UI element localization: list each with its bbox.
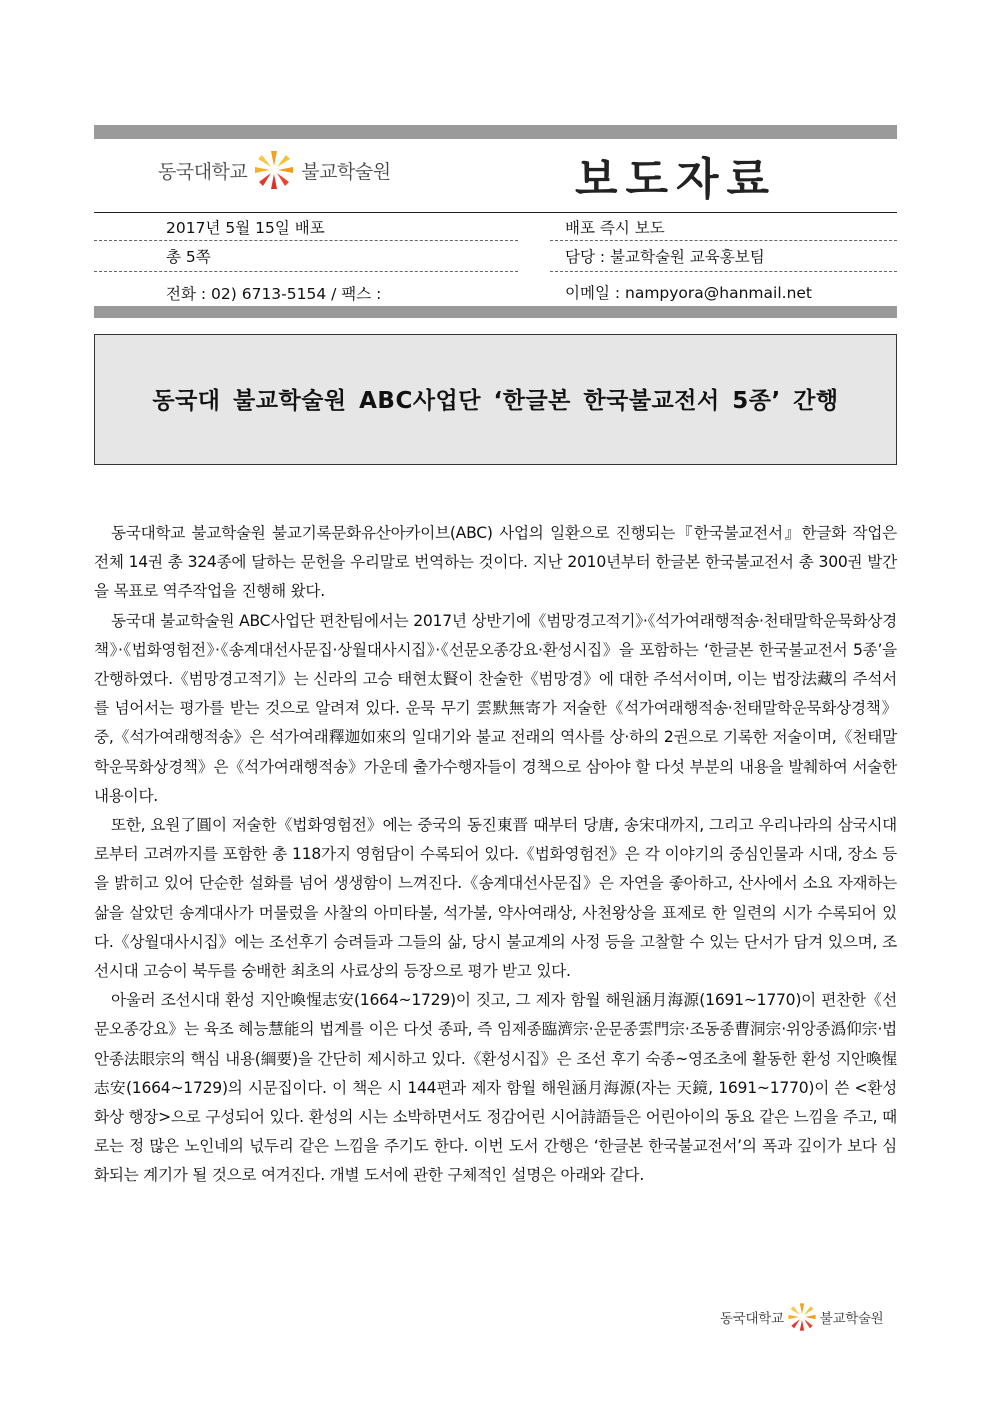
paragraph: 아울러 조선시대 환성 지안喚惺志安(1664~1729)이 짓고, 그 제자 함월 해원涵月海源(1691~1770)이 편찬한《선문오종강요》는 육조 혜능慧能의 법계를 이은 다섯 종파, 즉 임제종臨濟宗·운문종雲門宗·조동종曹洞宗·위앙종潙仰宗·법안종法眼宗의 핵심 내용(綱要)을 간단히 제시하고 있다.《환성시집》은 조선 후기 숙종~영조초에 활동한 환성 지안喚惺志安(1664~1729)의 시문집이다. 이 책은 시 144편과 제자 함월 해원涵月海源(자는 天鏡, 1691~1770)이 쓴 <환성 화상 행장>으로 구성되어 있다. 환성의 시는 소박하면서도 정감어린 시어詩語들은 어린아이의 동요 같은 느낌을 주고, 때로는 정 많은 노인네의 넋두리 같은 느낌을 주기도 한다. 이번 도서 간행은 ‘한글본 한국불교전서’의 폭과 깊이가 보다 심화되는 계기가 될 것으로 여겨진다. 개별 도서에 관한 구체적인 설명은 아래와 같다.: [94, 991, 897, 1185]
divider: [550, 240, 897, 241]
paragraph: 동국대학교 불교학술원 불교기록문화유산아카이브(ABC) 사업의 일환으로 진행되는『한국불교전서』한글화 작업은 전체 14권 총 324종에 달하는 문헌을 우리말로 번역하는 것이다. 지난 2010년부터 한글본 한국불교전서 총 300권 발간을 목표로 역주작업을 진행해 왔다.: [94, 524, 897, 601]
divider: [94, 240, 518, 241]
lotus-logo-icon: [253, 149, 295, 191]
header-logo: [158, 150, 391, 190]
lotus-logo-icon: [787, 1302, 817, 1332]
release-date: 2017년 5월 15일 배포: [166, 219, 325, 237]
footer-logo-university: 동국대학교: [720, 1311, 784, 1327]
article-body: [94, 519, 897, 1191]
headline: 동국대 불교학술원 ABC사업단 ‘한글본 한국불교전서 5종’ 간행: [152, 388, 839, 414]
logo-university-text: 동국대학교: [158, 160, 248, 183]
page-title: 보도자료: [575, 154, 778, 205]
email: 이메일 : nampyora@hanmail.net: [565, 284, 813, 302]
paragraph: 또한, 요원了圓이 저술한《법화영험전》에는 중국의 동진東晋 때부터 당唐, 송宋대까지, 그리고 우리나라의 삼국시대로부터 고려까지를 포함한 총 118가지 영험담이 수록되어 있다.《법화영험전》은 각 이야기의 중심인물과 시대, 장소 등을 밝히고 있어 단순한 설화를 넘어 생생함이 느껴진다.《송계대선사문집》은 자연을 좋아하고, 산사에서 소요 자재하는 삶을 살았던 송계대사가 머물렀을 사찰의 아미타불, 석가불, 약사여래상, 사천왕상을 표제로 한 일련의 시가 수록되어 있다.《상월대사시집》에는 조선후기 승려들과 그들의 삶, 당시 불교계의 사정 등을 고찰할 수 있는 단서가 담겨 있으며, 조선시대 고승이 북두를 숭배한 최초의 사료상의 등장으로 평가 받고 있다.: [94, 816, 897, 981]
divider: [550, 271, 897, 272]
logo-institute-text: 불교학술원: [301, 160, 391, 183]
contact-person: 담당 : 불교학술원 교육홍보팀: [565, 248, 765, 266]
footer-logo: [720, 1302, 883, 1332]
bottom-bar: [94, 306, 897, 318]
page-count: 총 5쪽: [166, 248, 211, 266]
paragraph: 동국대 불교학술원 ABC사업단 편찬팀에서는 2017년 상반기에《범망경고적기》·《석가여래행적송·천태말학운묵화상경책》·《법화영험전》·《송계대선사문집·상월대사시집》·《선문오종강요·환성시집》을 포함하는 ‘한글본 한국불교전서 5종’을 간행하였다.《범망경고적기》는 신라의 고승 태현太賢이 찬술한《범망경》에 대한 주석서이며, 이는 법장法藏의 주석서를 넘어서는 평가를 받는 것으로 알려져 있다. 운묵 무기 雲默無寄가 저술한《석가여래행적송·천태말학운묵화상경책》중,《석가여래행적송》은 석가여래釋迦如來의 일대기와 불교 전래의 역사를 상·하의 2권으로 기록한 저술이며,《천태말학운묵화상경책》은《석가여래행적송》가운데 출가수행자들이 경책으로 삼아야 할 다섯 부분의 내용을 발췌하여 서술한 내용이다.: [94, 611, 897, 805]
footer-logo-institute: 불교학술원: [819, 1311, 884, 1327]
top-bar: [94, 125, 897, 139]
release-type: 배포 즉시 보도: [565, 219, 665, 237]
divider: [94, 271, 518, 272]
headline-box: [94, 334, 897, 465]
phone-fax: 전화 : 02) 6713-5154 / 팩스 :: [166, 285, 382, 303]
info-top-line: [94, 212, 897, 213]
